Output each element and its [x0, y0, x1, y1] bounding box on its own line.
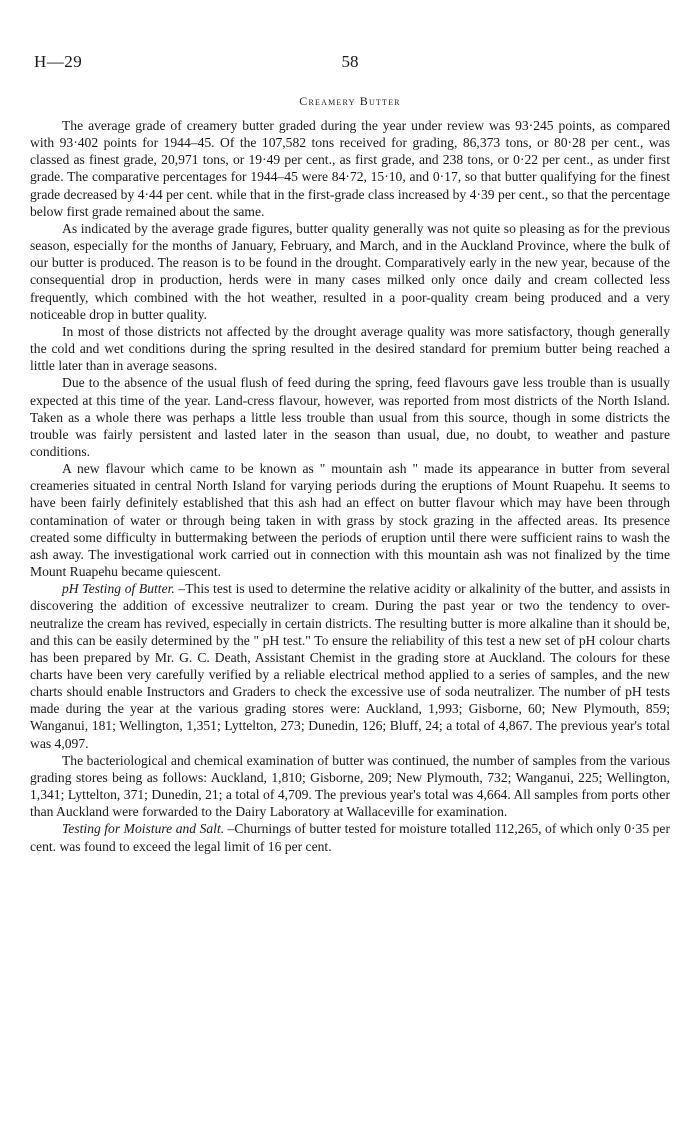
- page-number: 58: [341, 52, 359, 71]
- paragraph-text: –Churnings of butter tested for moisture totalled 112,265, of which only 0·35 per cent. was found to exceed the legal limit of 16 per cent.: [30, 821, 670, 854]
- paragraph: [30, 820, 670, 854]
- paragraph-text: The bacteriological and chemical examination of butter was continued, the number of samples from the various grading stores being as follows: Auckland, 1,810; Gisborne, 209; New Plymouth, 732; Wanganui, 225; Wellington, 1,341; Lyttelton, 371; Dunedin, 21; a total of 4,709. The previous year's total was 4,664. All samples from ports other than Auckland were forwarded to the Dairy Laboratory at Wallaceville for examination.: [30, 752, 670, 820]
- paragraph: [30, 580, 670, 752]
- paragraph: [30, 220, 670, 323]
- paragraph-text: As indicated by the average grade figures, butter quality generally was not quite so pleasing as for the previous season, especially for the months of January, February, and March, and in the Auckland Province, where the bulk of our butter is produced. The reason is to be found in the drought. Comparatively early in the new year, because of the consequential drop in production, herds were in many cases milked only once daily and cream collected less frequently, which combined with the hot weather, resulted in a poor-quality cream being produced and a very noticeable drop in butter quality.: [30, 220, 670, 322]
- section-title: Creamery Butter: [299, 94, 401, 108]
- paragraph-lead: Testing for Moisture and Salt.: [62, 821, 225, 837]
- body-text: [30, 117, 670, 855]
- paragraph: [30, 323, 670, 374]
- paragraph-text: The average grade of creamery butter graded during the year under review was 93·245 points, as compared with 93·402 points for 1944–45. Of the 107,582 tons received for grading, 86,373 tons, or 80·28 per cent., was classed as finest grade, 20,971 tons, or 19·49 per cent., as first grade, and 238 tons, or 0·22 per cent., as under first grade. The comparative percentages for 1944–45 were 84·72, 15·10, and 0·17, so that butter qualifying for the finest grade decreased by 4·44 per cent. while that in the first-grade class increased by 4·39 per cent., so that the percentage below first grade remained about the same.: [30, 118, 670, 219]
- paragraph-text: Due to the absence of the usual flush of feed during the spring, feed flavours gave less trouble than is usually expected at this time of the year. Land-cress flavour, however, was reported from most districts of the North Island. Taken as a whole there was perhaps a little less trouble than usual from this source, though in some districts the trouble was fairly persistent and lasted later in the season than usual, due, no doubt, to weather and pasture conditions.: [30, 375, 670, 459]
- paragraph: [30, 117, 670, 220]
- paragraph-text: In most of those districts not affected by the drought average quality was more satisfactory, though generally the cold and wet conditions during the spring resulted in the desired standard for premium butter being reached a little later than in average seasons.: [30, 323, 670, 374]
- document-reference: H—29: [34, 52, 83, 71]
- paragraph-text: A new flavour which came to be known as " mountain ash " made its appearance in butter from several creameries situated in central North Island for varying periods during the eruptions of Mount Ruapehu. It seems to have been fairly definitely established that this ash had an effect on butter flavour which may have been through contamination of water or through being taken in with grass by stock grazing in the affected areas. Its presence created some difficulty in buttermaking between the periods of eruption until there were sufficient rains to wash the ash away. The investigational work carried out in connection with this mountain ash was not finalized by the time Mount Ruapehu became quiescent.: [30, 461, 670, 580]
- paragraph-lead: pH Testing of Butter.: [62, 581, 175, 597]
- paragraph-text: –This test is used to determine the relative acidity or alkalinity of the butter, and assists in discovering the addition of excessive neutralizer to cream. During the past year or two the tendency to over-neutralize the cream has revived, especially in certain districts. The resulting butter is more alkaline than it should be, and this can be easily determined by the " pH test." To ensure the reliability of this test a new set of pH colour charts has been prepared by Mr. G. C. Death, Assistant Chemist in the grading store at Auckland. The colours for these charts have been very carefully verified by a reliable electrical method applied to a series of samples, and the new charts should enable Instructors and Graders to check the excessive use of soda neutralizer. The number of pH tests made during the year at the various grading stores were: Auckland, 1,993; Gisborne, 60; New Plymouth, 859; Wanganui, 181; Wellington, 1,351; Lyttelton, 273; Dunedin, 126; Bluff, 24; a total of 4,867. The previous year's total was 4,097.: [30, 581, 670, 751]
- paragraph: [30, 460, 670, 580]
- paragraph: [30, 752, 670, 821]
- paragraph: [30, 374, 670, 460]
